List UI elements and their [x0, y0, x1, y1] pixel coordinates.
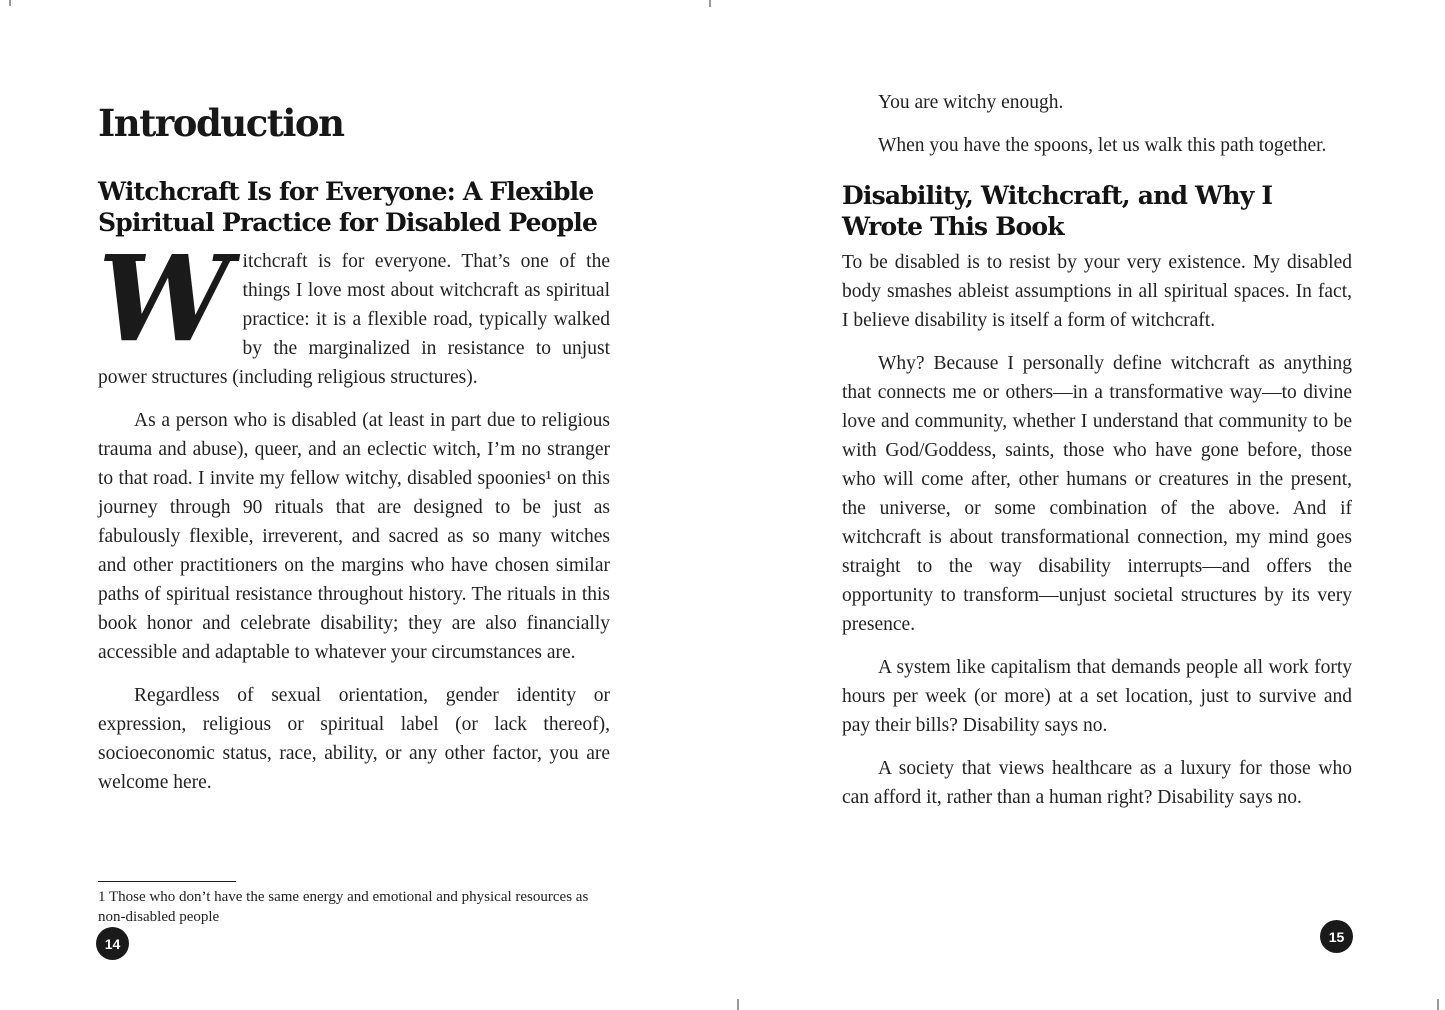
- page-number-badge: 14: [96, 927, 129, 960]
- paragraph: To be disabled is to resist by your very existence. My disabled body smashes ableist assumptions in all spiritual spaces. In fact, I believe disability is itself a form of witchcraft.: [842, 252, 1352, 331]
- section-heading-left: Witchcraft Is for Everyone: A Flexible Spiritual Practice for Disabled People: [98, 177, 598, 238]
- page-left: [98, 103, 610, 975]
- page-right: [842, 88, 1352, 976]
- crop-mark: [709, 0, 711, 7]
- crop-mark: [737, 999, 739, 1010]
- page-number-badge: 15: [1320, 920, 1353, 953]
- paragraph: You are witchy enough.: [878, 92, 1064, 113]
- paragraph: Why? Because I personally define witchcraft as anything that connects me or others—in a transformative way—to divine love and community, whether I understand that community to be with God/Goddess, saints, those who have gone before, those who will come after, other humans or creatures in the present, the universe, or some combination of the above. And if witchcraft is about transformational connection, my mind goes straight to the way disability interrupts—and offers the opportunity to transform—unjust societal structures by its very presence.: [842, 353, 1352, 635]
- paragraph: Regardless of sexual orientation, gender identity or expression, religious or spiritual label (or lack thereof), socioeconomic status, race, ability, or any other factor, you are welcome here.: [98, 685, 610, 794]
- footnote: [98, 881, 610, 927]
- chapter-title: Introduction: [98, 101, 344, 145]
- paragraph: A system like capitalism that demands people all work forty hours per week (or more) at a set location, just to survive and pay their bills? Disability says no.: [842, 657, 1352, 736]
- paragraph: When you have the spoons, let us walk this path together.: [878, 135, 1327, 156]
- section-heading-right: Disability, Witchcraft, and Why I Wrote This Book: [842, 181, 1273, 241]
- crop-mark: [9, 0, 11, 6]
- dropcap-w: W: [98, 229, 231, 369]
- paragraph: A society that views healthcare as a luxury for those who can afford it, rather than a human right? Disability says no.: [842, 758, 1352, 808]
- crop-mark: [1437, 999, 1439, 1010]
- paragraph: As a person who is disabled (at least in part due to religious trauma and abuse), queer, and an eclectic witch, I’m no stranger to that road. I invite my fellow witchy, disabled spoonies¹ on this journey through 90 rituals that are designed to be just as fabulously flexible, irreverent, and sacred as so many witches and other practitioners on the margins who have chosen similar paths of spiritual resistance throughout history. The rituals in this book honor and celebrate disability; they are also financially accessible and adaptable to whatever your circumstances are.: [98, 410, 610, 664]
- paragraph-text: itchcraft is for everyone. That’s one of the things I love most about witchcraft as spiritual practice: it is a flexible road, typically walked by the marginalized in resistance to unjust power structures (including religious structures).: [98, 251, 610, 389]
- footnote-rule: [98, 881, 236, 882]
- footnote-text: 1 Those who don’t have the same energy and emotional and physical resources as non-disabled people: [98, 889, 589, 925]
- paragraph-dropcap: [98, 229, 610, 392]
